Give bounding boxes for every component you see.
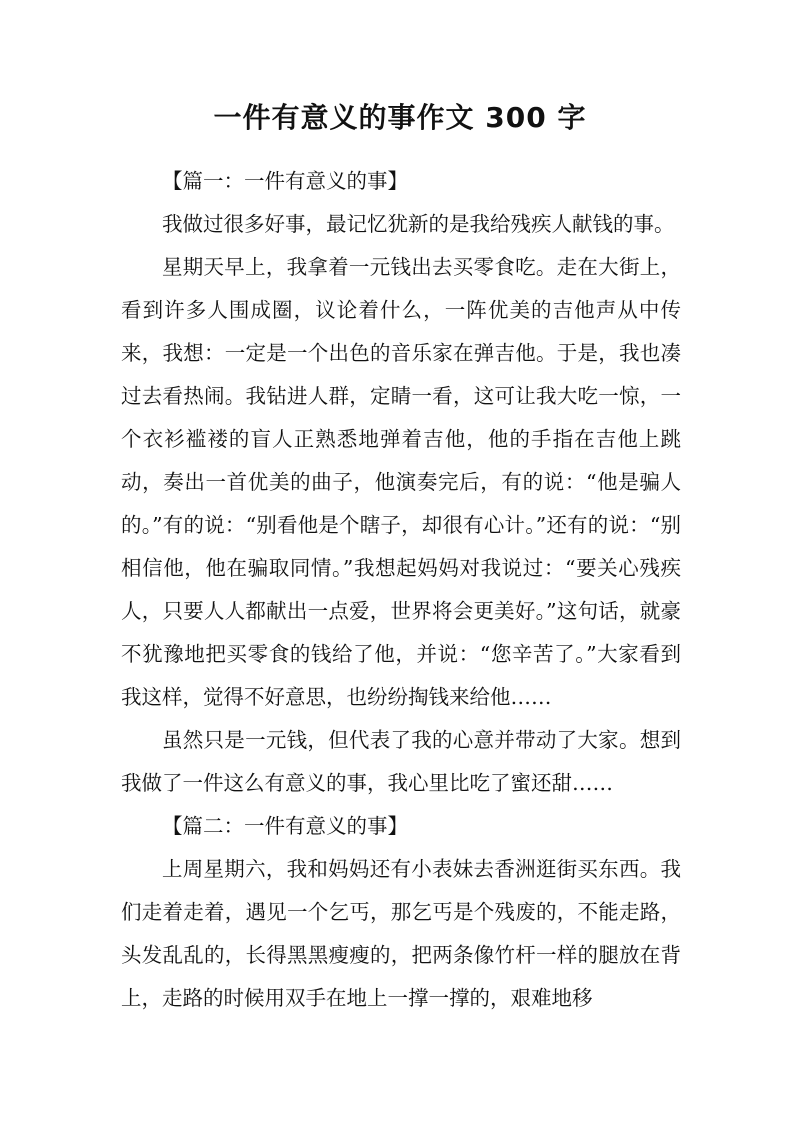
section-heading-1: 【篇一：一件有意义的事】: [162, 169, 408, 193]
document-title: 一件有意义的事作文 300 字: [213, 101, 587, 134]
document-body: [121, 160, 681, 1020]
paragraph: 我做过很多好事，最记忆犹新的是我给残疾人献钱的事。: [162, 212, 675, 236]
paragraph: 上周星期六，我和妈妈还有小表妹去香洲逛街买东西。我们走着走着，遇见一个乞丐，那乞丐是个残废的，不能走路，头发乱乱的，长得黑黑瘦瘦的，把两条像竹杆一样的腿放在背上，走路的时候用双手在地上一撑一撑的，艰难地移: [121, 857, 681, 1010]
paragraph: 虽然只是一元钱，但代表了我的心意并带动了大家。想到我做了一件这么有意义的事，我心里比吃了蜜还甜……: [121, 728, 681, 795]
paragraph: 星期天早上，我拿着一元钱出去买零食吃。走在大街上，看到许多人围成圈，议论着什么，一阵优美的吉他声从中传来，我想：一定是一个出色的音乐家在弹吉他。于是，我也凑过去看热闹。我钻进人群，定睛一看，这可让我大吃一惊，一个衣衫褴褛的盲人正熟悉地弹着吉他，他的手指在吉他上跳动，奏出一首优美的曲子，他演奏完后，有的说：“他是骗人的。”有的说：“别看他是个瞎子，却很有心计。”还有的说：“别相信他，他在骗取同情。”我想起妈妈对我说过：“要关心残疾人，只要人人都献出一点爱，世界将会更美好。”这句话，就豪不犹豫地把买零食的钱给了他，并说：“您辛苦了。”大家看到我这样，觉得不好意思，也纷纷掏钱来给他……: [121, 255, 681, 709]
section-heading-2: 【篇二：一件有意义的事】: [162, 814, 408, 838]
